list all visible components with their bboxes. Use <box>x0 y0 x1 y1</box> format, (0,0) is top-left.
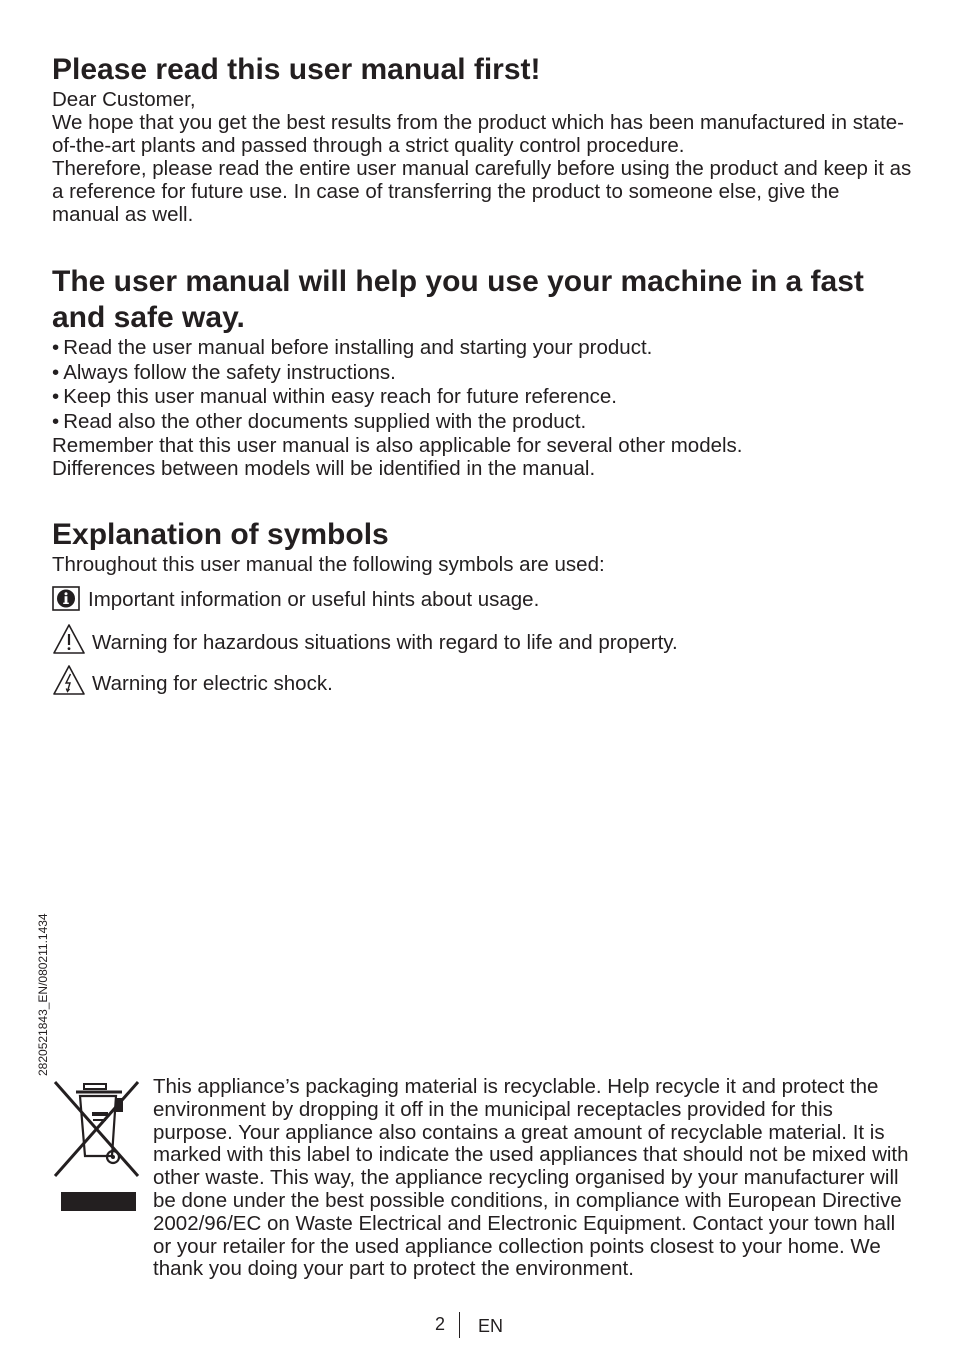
symbol-row-warning <box>52 623 678 655</box>
symbols-title: Explanation of symbols <box>52 518 389 551</box>
crossed-out-wheelie-bin-icon <box>52 1078 142 1219</box>
list-item: • Always follow the safety instructions. <box>52 361 912 386</box>
list-item: • Read also the other documents supplied with the product. <box>52 410 912 435</box>
warning-icon <box>52 623 86 655</box>
symbol-text-info: Important information or useful hints about usage. <box>88 588 540 611</box>
page-number: 2 <box>435 1314 446 1334</box>
list-item: • Keep this user manual within easy reach for future reference. <box>52 385 912 410</box>
symbol-row-info <box>52 586 539 612</box>
recycling-paragraph: This appliance’s packaging material is recyclable. Help recycle it and protect the environment by dropping it off in the municipal receptacles provided for this purpose. Your appliance also contains a great amount of recyclable material. It is marked with this label to indicate the used appliances that should not be mixed with other waste. This way, the appliance recycling organised by your manufacturer will be done under the best possible conditions, in compliance with European Directive 2002/96/EC on Waste Electrical and Electronic Equipment. Contact your town hall or your retailer for the used appliance collection points closest to your home. We thank you doing your part to protect the environment. <box>153 1075 909 1281</box>
intro-section <box>52 52 912 226</box>
intro-paragraph-2: Therefore, please read the entire user manual carefully before using the product and keep it as a reference for future use. In case of transferring the product to someone else, give the manual as well. <box>52 157 912 226</box>
help-bullet-list <box>52 336 912 434</box>
symbols-section <box>52 517 912 576</box>
document-code: 2820521843_EN/080211.1434 <box>36 913 50 1076</box>
help-section <box>52 264 912 480</box>
symbol-text-electric: Warning for electric shock. <box>92 672 333 695</box>
greeting: Dear Customer, <box>52 88 196 111</box>
models-note-2: Differences between models will be identified in the manual. <box>52 457 596 480</box>
symbols-intro: Throughout this user manual the following symbols are used: <box>52 553 605 576</box>
language-code: EN <box>478 1316 504 1336</box>
models-note-1: Remember that this user manual is also applicable for several other models. <box>52 434 743 457</box>
electric-shock-icon <box>52 664 86 696</box>
info-icon <box>52 586 82 612</box>
list-item: • Read the user manual before installing and starting your product. <box>52 336 912 361</box>
footer-divider <box>459 1312 460 1338</box>
help-title: The user manual will help you use your machine in a fast and safe way. <box>52 265 864 334</box>
symbol-row-electric <box>52 664 333 696</box>
intro-paragraph-1: We hope that you get the best results from the product which has been manufactured in state-of-the-art plants and passed through a strict quality control procedure. <box>52 111 905 157</box>
symbol-text-warning: Warning for hazardous situations with regard to life and property. <box>92 631 678 654</box>
intro-title: Please read this user manual first! <box>52 53 541 86</box>
